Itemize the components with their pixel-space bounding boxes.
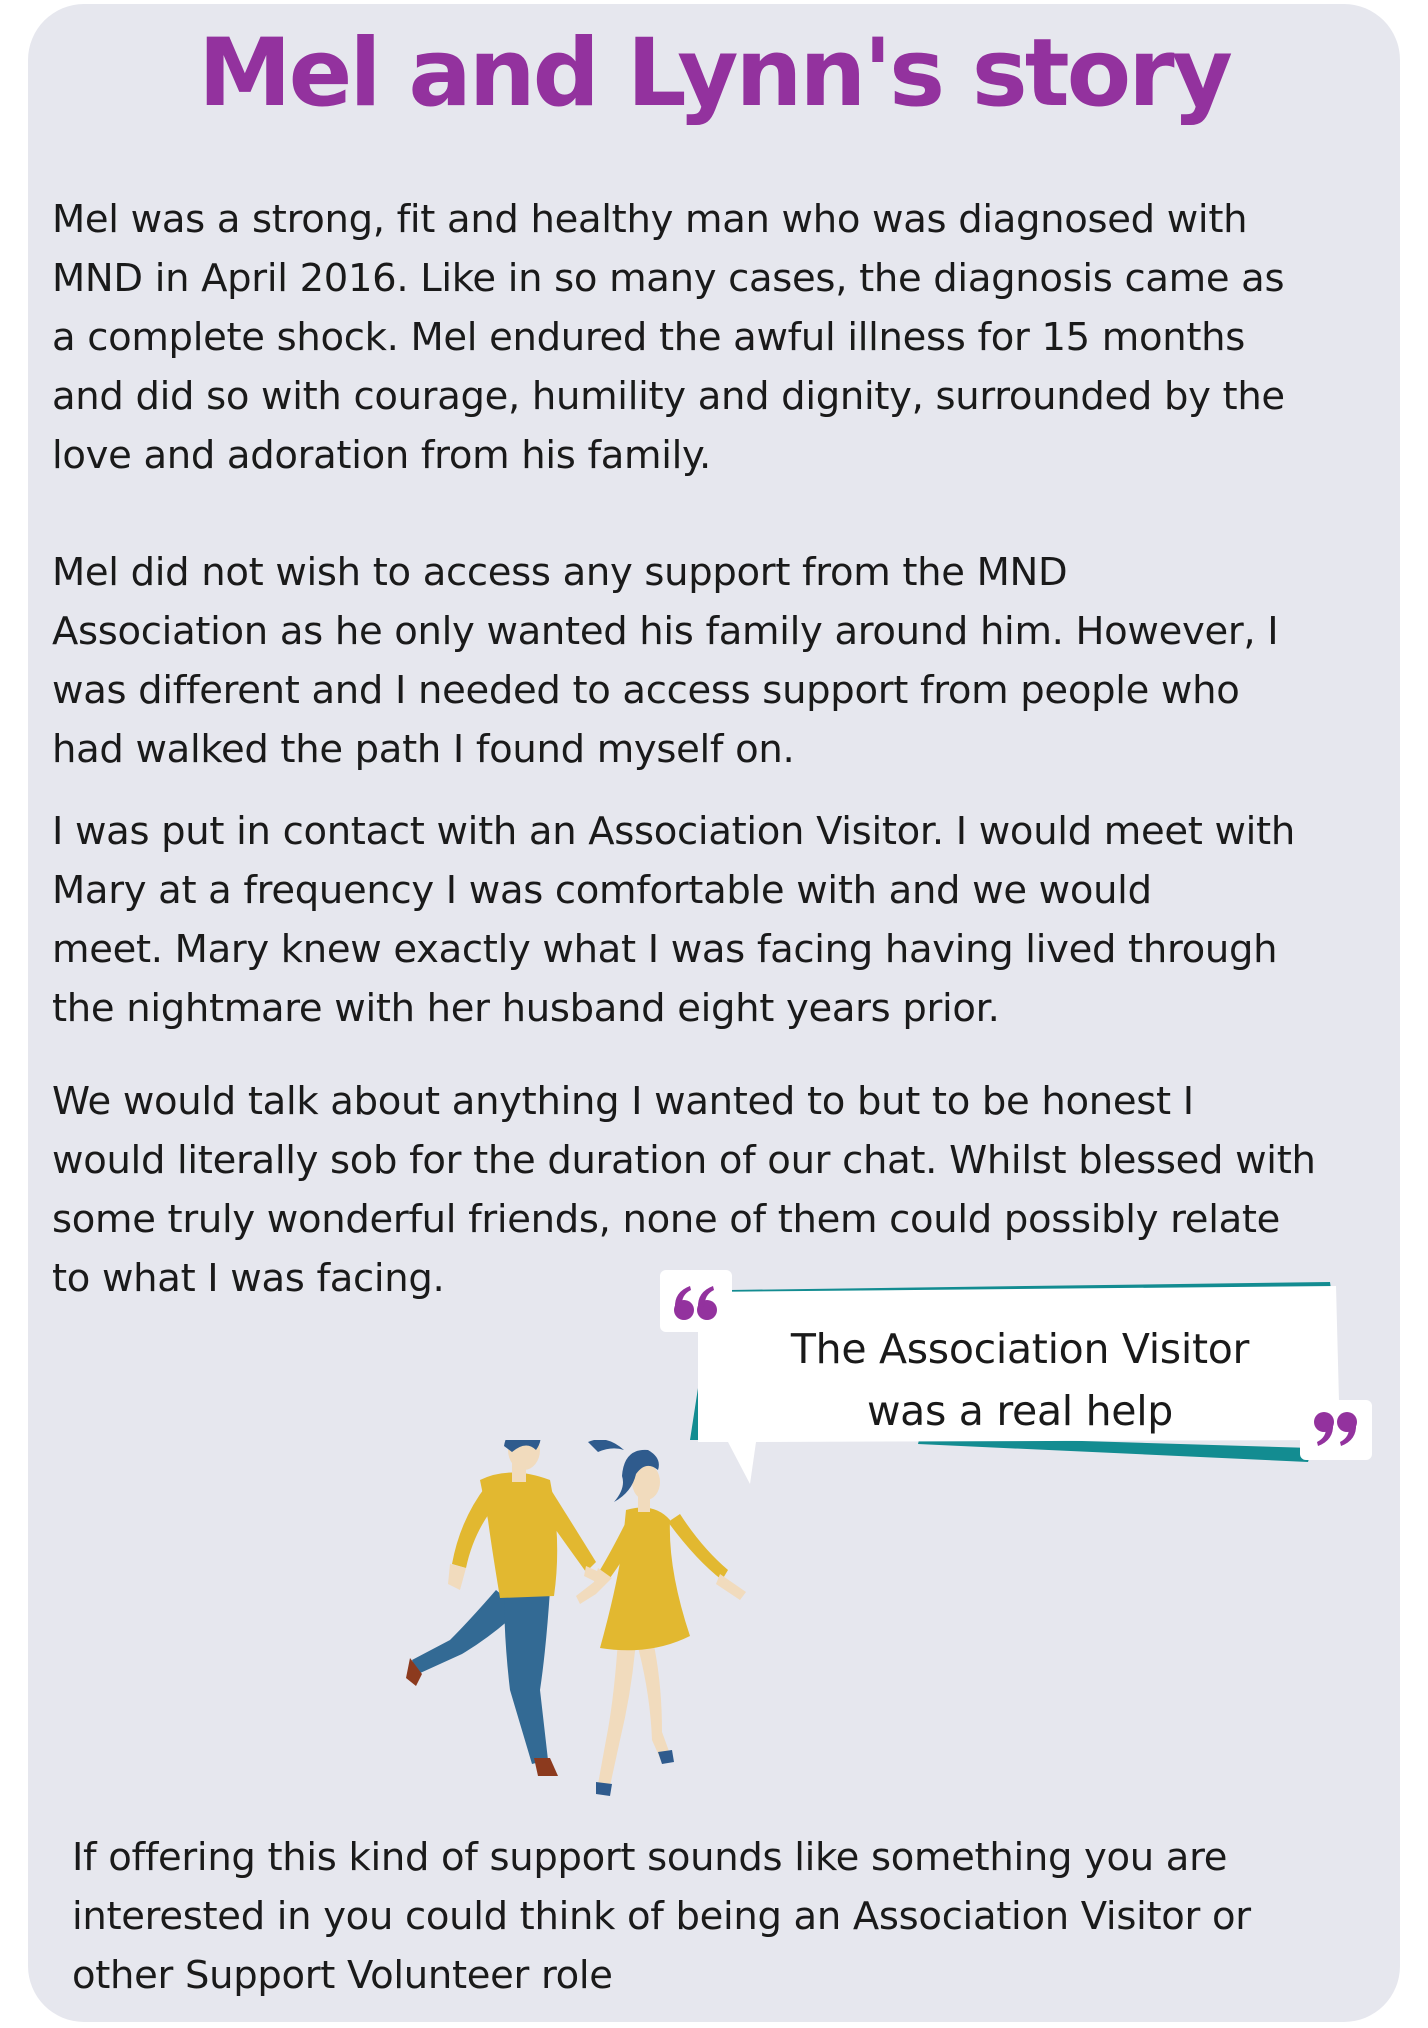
page-title: Mel and Lynn's story xyxy=(198,19,1230,128)
story-paragraph-2: Mel did not wish to access any support from the MND Association as he only wanted his family around him. However, I was different and I needed to access support from people who had walked the path I found myself on. xyxy=(52,550,1279,772)
woman-figure xyxy=(576,1440,746,1796)
story-paragraph-4: We would talk about anything I wanted to but to be honest I would literally sob for the duration of our chat. Whilst blessed with some truly wonderful friends, none of them could possibly relate to what I was facing. xyxy=(52,1079,1316,1301)
story-paragraph-1: Mel was a strong, fit and healthy man who was diagnosed with MND in April 2016. Like in so many cases, the diagnosis came as a complete shock. Mel endured the awful illness for 15 months and did so with courage, humility and dignity, surrounded by the love and adoration from his family. xyxy=(52,197,1285,478)
call-to-action: If offering this kind of support sounds like something you are interested in you could think of being an Association Visitor or other Support Volunteer role xyxy=(72,1835,1251,1998)
story-paragraph-3: I was put in contact with an Association Visitor. I would meet with Mary at a frequency I was comfortable with and we would meet. Mary knew exactly what I was facing having lived through the nightmare with her husband eight years prior. xyxy=(52,809,1295,1031)
pull-quote: The Association Visitor was a real help xyxy=(790,1325,1250,1435)
dancing-couple-illustration xyxy=(400,1440,820,1820)
man-figure xyxy=(406,1440,608,1776)
